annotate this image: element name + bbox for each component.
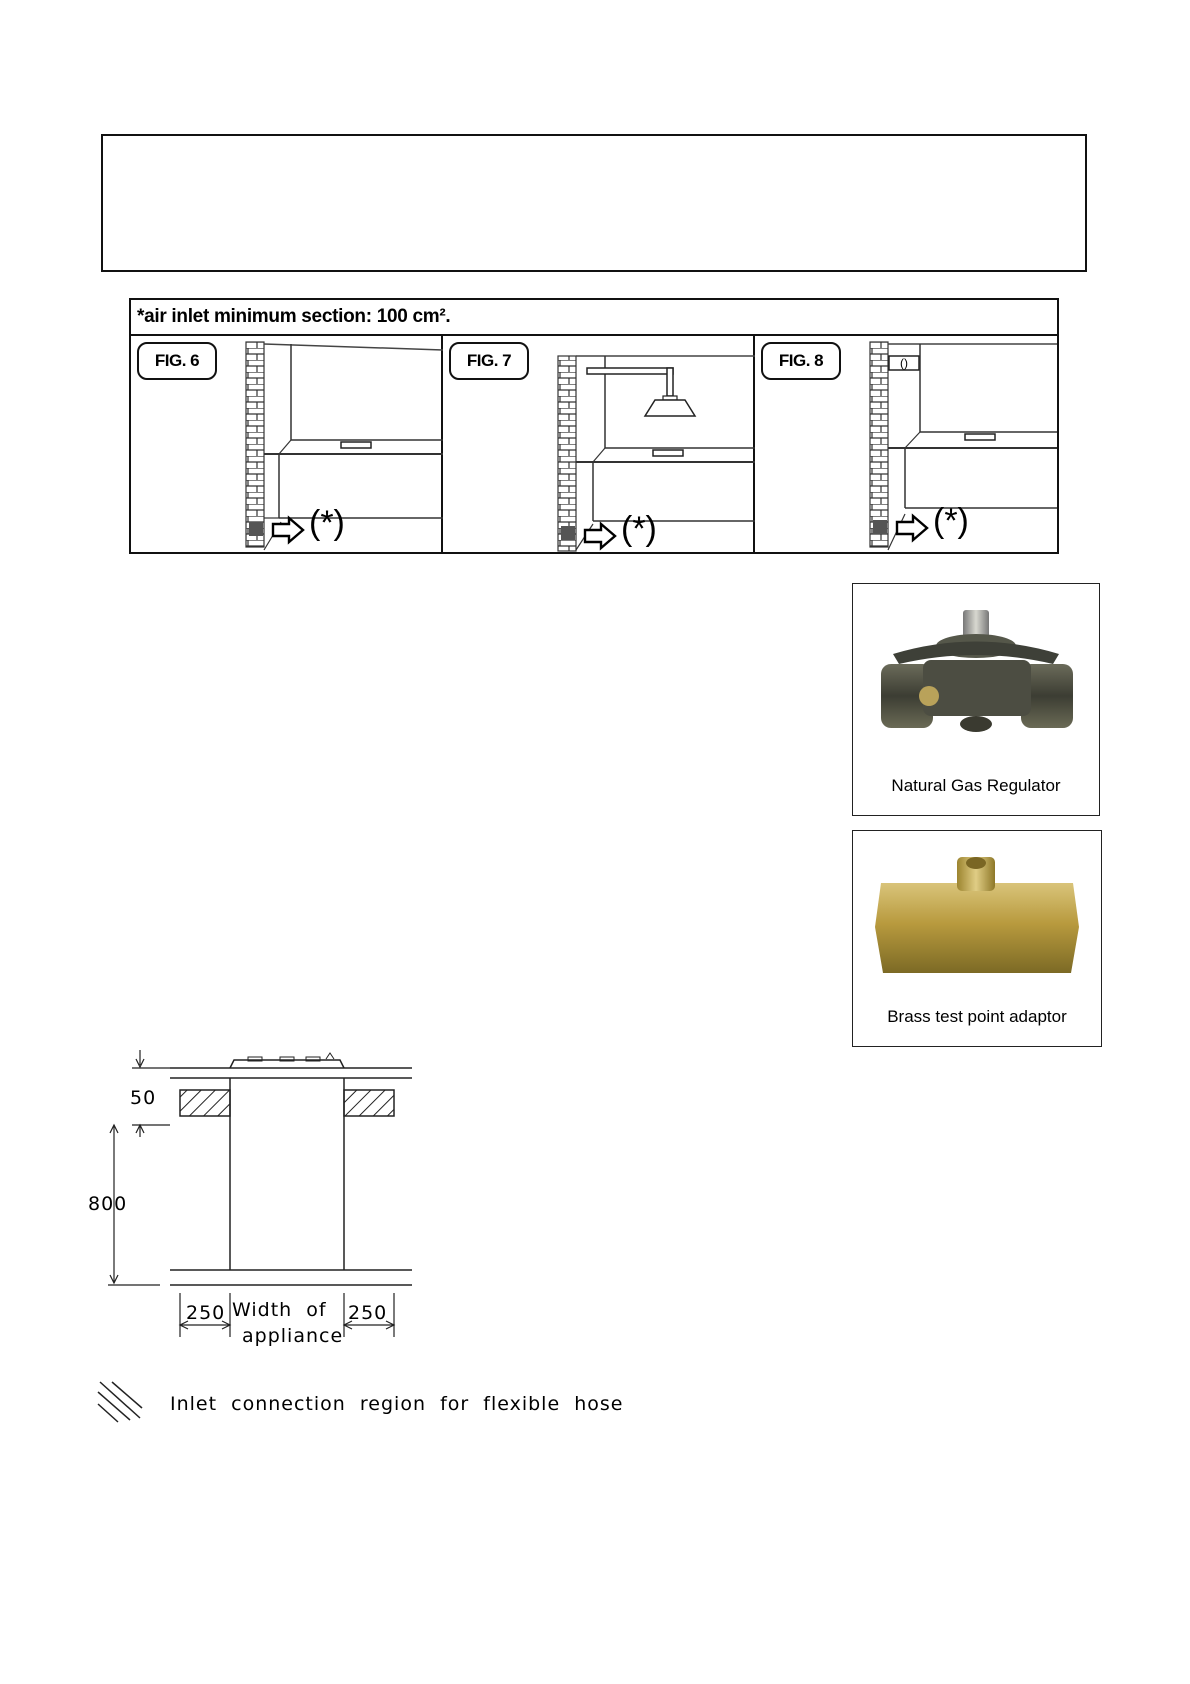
dim-left-label: 250 bbox=[186, 1302, 226, 1324]
fig-6-marker: (*) bbox=[309, 504, 345, 542]
adaptor-photo-card bbox=[852, 830, 1102, 1047]
regulator-photo-card bbox=[852, 583, 1100, 816]
dim-top-label: 50 bbox=[130, 1087, 157, 1109]
fig-7-label: FIG. 7 bbox=[449, 342, 529, 380]
appliance-label: appliance bbox=[242, 1325, 344, 1347]
fig-7-panel bbox=[443, 336, 755, 552]
fig-6-panel bbox=[131, 336, 443, 552]
fig-8-marker: (*) bbox=[933, 502, 969, 540]
legend-text: Inlet connection region for flexible hose bbox=[170, 1393, 624, 1415]
dim-right-label: 250 bbox=[348, 1302, 388, 1324]
regulator-image bbox=[853, 584, 1099, 774]
hose-region-diagram bbox=[90, 1045, 450, 1355]
regulator-caption: Natural Gas Regulator bbox=[891, 776, 1061, 795]
adaptor-image bbox=[853, 831, 1101, 1001]
fig-7-marker: (*) bbox=[621, 510, 657, 548]
notice-box bbox=[101, 134, 1087, 272]
adaptor-caption: Brass test point adaptor bbox=[887, 1007, 1067, 1026]
fig-6-label: FIG. 6 bbox=[137, 342, 217, 380]
fig-8-label: FIG. 8 bbox=[761, 342, 841, 380]
air-inlet-note: *air inlet minimum section: 100 cm². bbox=[131, 300, 1057, 336]
dim-height-label: 800 bbox=[88, 1193, 128, 1215]
fig-8-panel bbox=[755, 336, 1057, 552]
ventilation-figures bbox=[129, 298, 1059, 554]
hatch-legend-icon bbox=[96, 1380, 146, 1424]
svg-text:(): () bbox=[900, 356, 908, 370]
width-of-label: Width of bbox=[232, 1299, 327, 1321]
